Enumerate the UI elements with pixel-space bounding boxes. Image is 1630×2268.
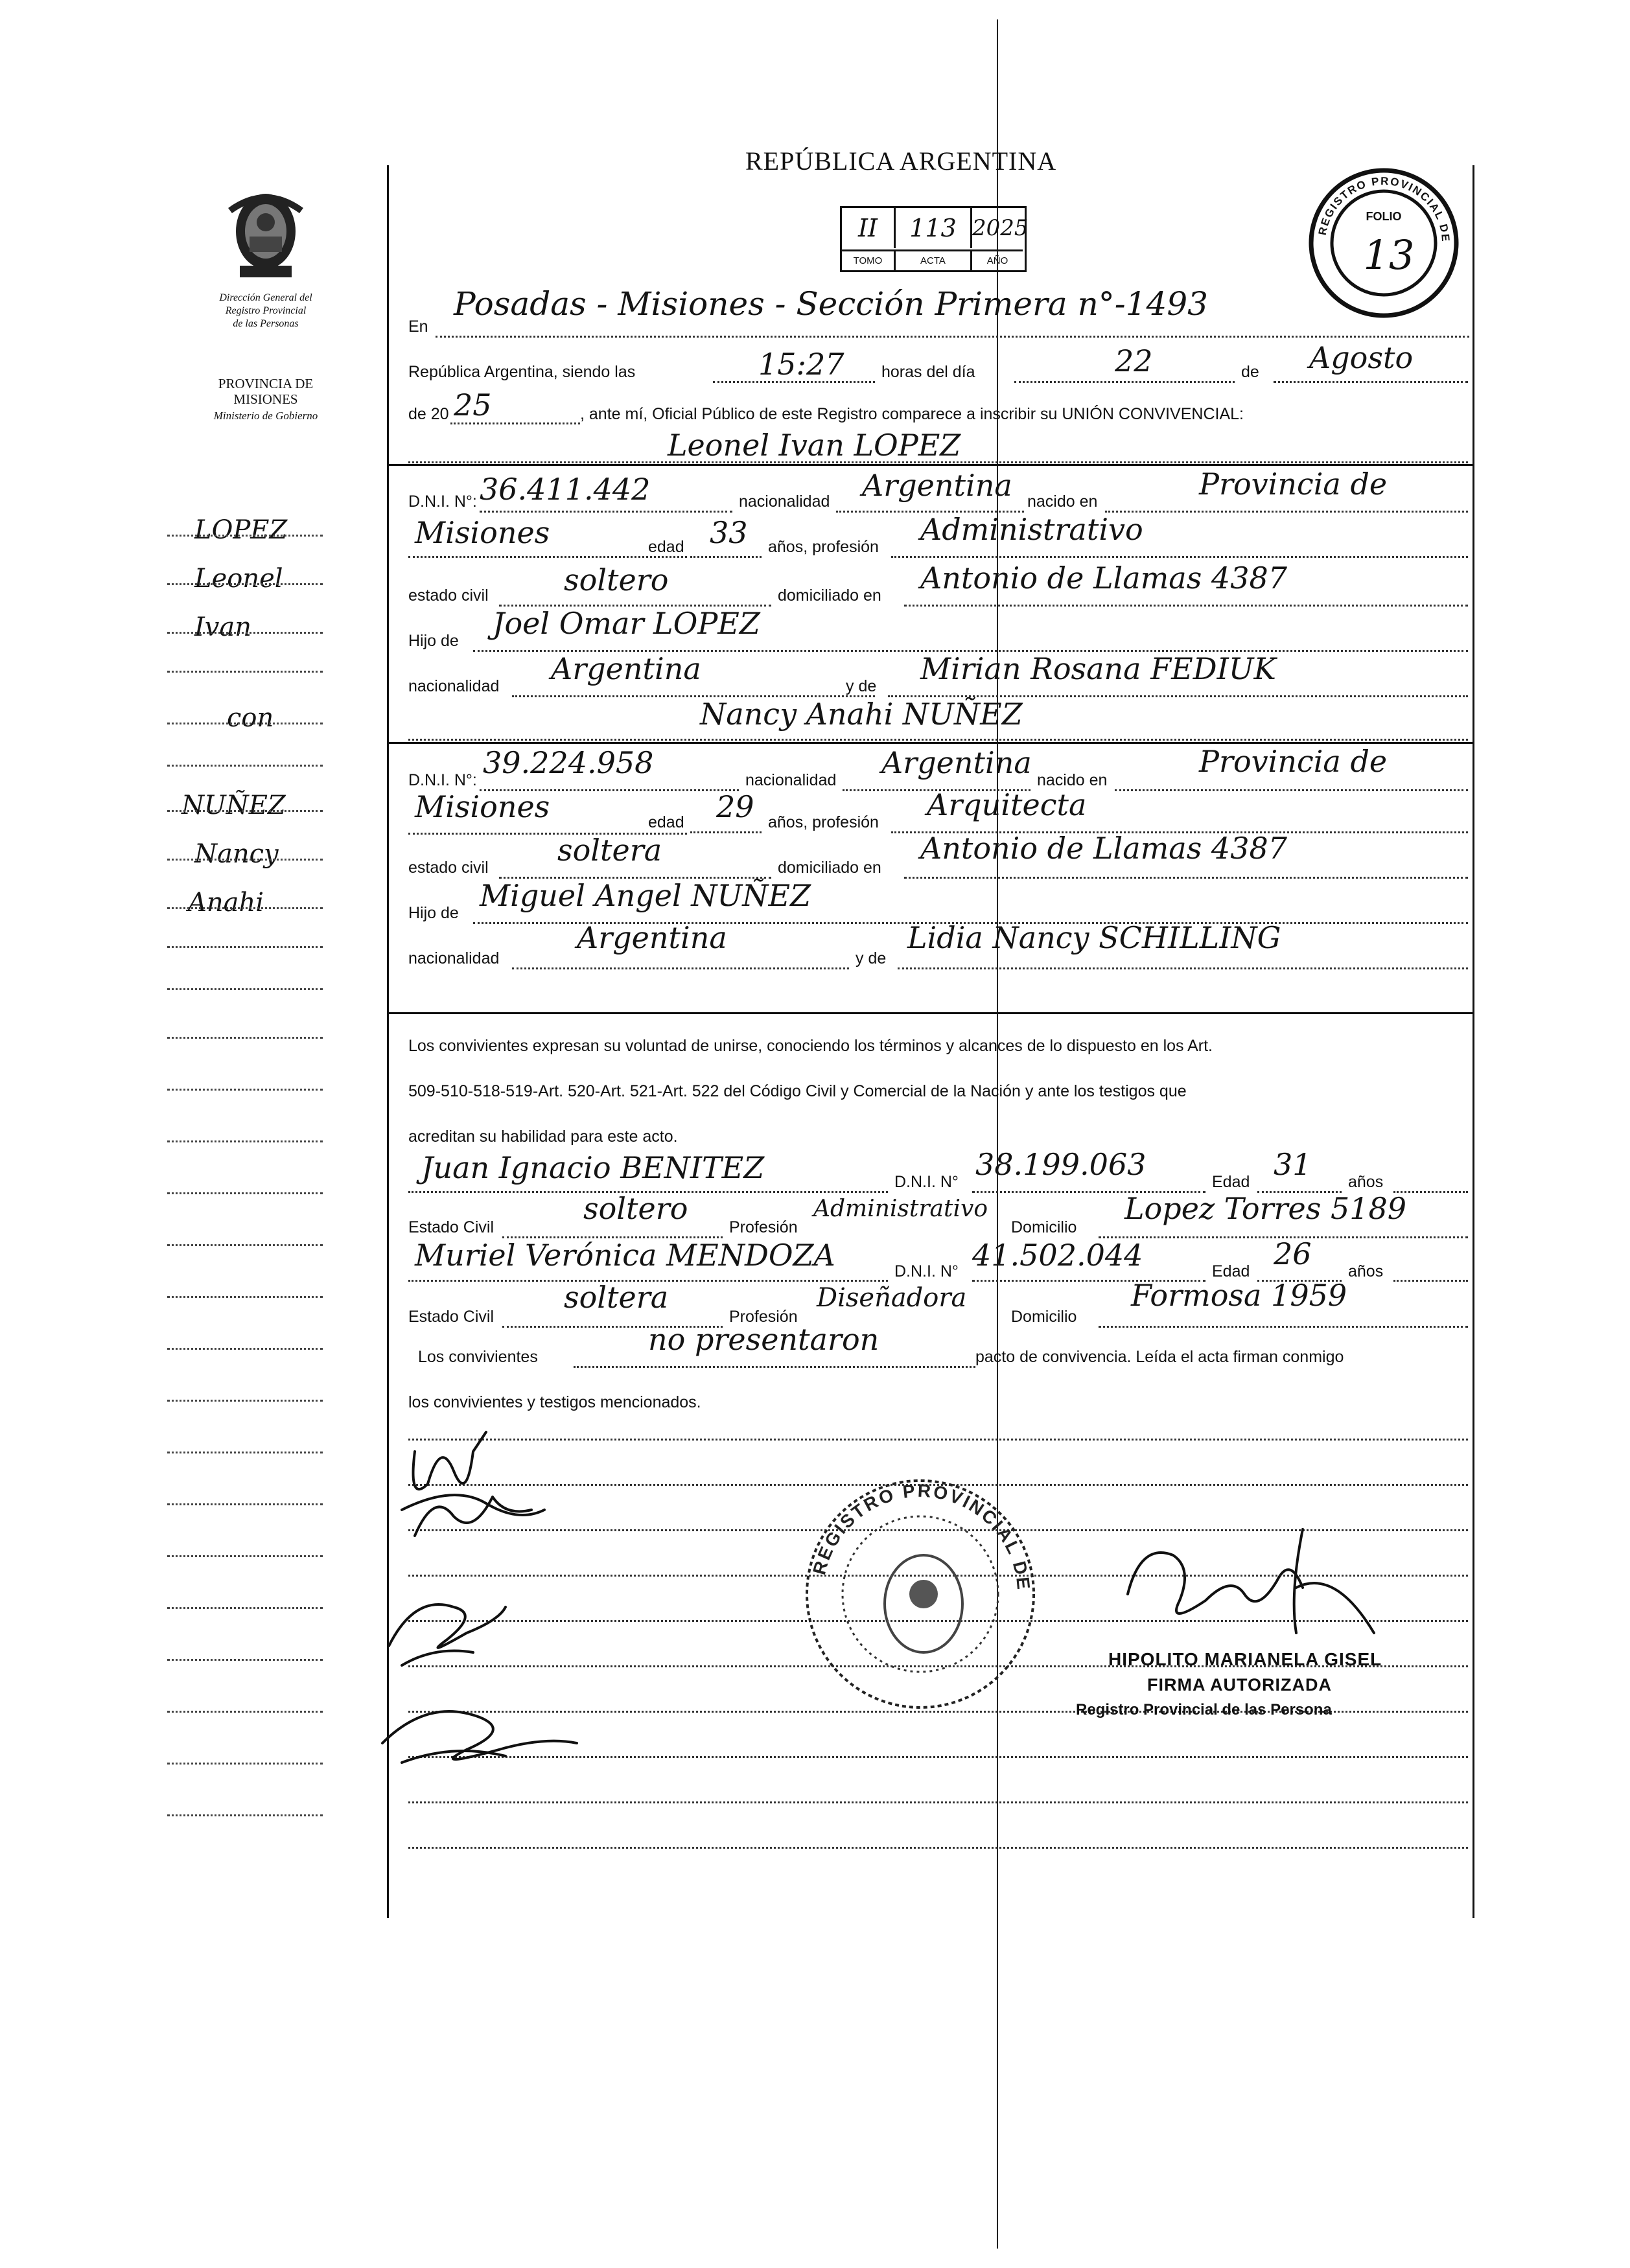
w2-dni: 41.502.044 bbox=[972, 1238, 1143, 1273]
en-label: En bbox=[408, 318, 428, 336]
p1-profesion: Administrativo bbox=[920, 512, 1143, 547]
margin-name-4: Anahi bbox=[188, 888, 264, 918]
p2-civil-label: estado civil bbox=[408, 859, 489, 877]
p2-nacido-label: nacido en bbox=[1037, 771, 1108, 789]
w1-edad-label: Edad bbox=[1212, 1173, 1250, 1191]
margin-rule-line bbox=[167, 723, 323, 724]
p2-nac2-label: nacionalidad bbox=[408, 949, 500, 967]
year-line bbox=[450, 422, 580, 424]
ante-text: , ante mí, Oficial Público de este Registro comparece a inscribir su UNIÓN CONVIVENCIAL: bbox=[580, 405, 1244, 423]
de-label: de bbox=[1241, 363, 1259, 381]
margin-rule-line bbox=[167, 583, 323, 585]
closing-pacto: no presentaron bbox=[648, 1322, 879, 1357]
p2-edad-line bbox=[690, 831, 762, 833]
convivient-signature-2-icon bbox=[376, 1568, 525, 1672]
margin-rule-line bbox=[167, 1296, 323, 1298]
p2-yde-label: y de bbox=[856, 949, 887, 967]
p1-dni: 36.411.442 bbox=[480, 472, 651, 507]
month-line bbox=[1274, 381, 1468, 383]
margin-name-3: Nancy bbox=[194, 839, 279, 869]
declaration-line-2: 509-510-518-519-Art. 520-Art. 521-Art. 522 del Código Civil y Comercial de la Nación y ante los testigos que bbox=[408, 1082, 1187, 1100]
folio-number: 13 bbox=[1363, 231, 1415, 279]
p1-nac-label: nacionalidad bbox=[739, 492, 830, 511]
p2-nacido-line bbox=[1115, 789, 1468, 791]
witness-signature-icon bbox=[376, 1685, 590, 1782]
section-divider-1 bbox=[387, 464, 1474, 466]
p2-prof-label: años, profesión bbox=[768, 813, 879, 831]
w1-edad: 31 bbox=[1274, 1147, 1312, 1182]
convivient-signature-1-icon bbox=[376, 1413, 570, 1542]
w1-name: Juan Ignacio BENITEZ bbox=[421, 1150, 765, 1185]
margin-rule-line bbox=[167, 1659, 323, 1661]
margin-rule-line bbox=[167, 535, 323, 537]
margin-rule-line bbox=[167, 1814, 323, 1816]
year-prefix: de 20 bbox=[408, 405, 449, 423]
margin-rule-line bbox=[167, 988, 323, 990]
official-office: Registro Provincial de las Persona bbox=[1076, 1701, 1332, 1718]
w1-dni-label: D.N.I. N° bbox=[894, 1173, 959, 1191]
p1-pareja: Nancy Anahi NUÑEZ bbox=[700, 697, 1023, 732]
p2-estado-civil: soltera bbox=[557, 833, 662, 868]
fold-line bbox=[997, 19, 998, 2249]
anio-value: 2025 bbox=[972, 215, 1029, 241]
p1-prof-line bbox=[891, 556, 1468, 558]
p1-nacido-en-2: Misiones bbox=[415, 515, 550, 550]
p2-yde-line bbox=[898, 967, 1468, 969]
p2-profesion: Arquitecta bbox=[927, 787, 1087, 822]
horas-label: horas del día bbox=[881, 363, 975, 381]
p1-padre: Joel Omar LOPEZ bbox=[493, 606, 760, 641]
office-line-2: Registro Provincial bbox=[225, 305, 307, 316]
closing-pacto-line bbox=[574, 1366, 975, 1368]
p1-nac2-label: nacionalidad bbox=[408, 677, 500, 695]
w2-anios-label: años bbox=[1348, 1262, 1384, 1280]
margin-rule-line bbox=[167, 1607, 323, 1609]
year-suffix: 25 bbox=[454, 388, 492, 422]
p2-dom-label: domiciliado en bbox=[778, 859, 881, 877]
p1-dom-line bbox=[904, 605, 1468, 607]
p2-nacido-en-1: Provincia de bbox=[1199, 744, 1388, 779]
province-line-1: PROVINCIA DE bbox=[218, 376, 314, 391]
tomo-label: TOMO bbox=[842, 249, 896, 271]
p1-edad-line bbox=[690, 556, 762, 558]
margin-rule-line bbox=[167, 1503, 323, 1505]
margin-rule-line bbox=[167, 1037, 323, 1039]
declaration-line-1: Los convivientes expresan su voluntad de unirse, conociendo los términos y alcances de lo dispuesto en los Art. bbox=[408, 1037, 1213, 1055]
province-block bbox=[156, 376, 376, 424]
p2-dni: 39.224.958 bbox=[483, 745, 654, 780]
w1-prof-label: Profesión bbox=[729, 1218, 798, 1236]
w1-domicilio: Lopez Torres 5189 bbox=[1124, 1191, 1407, 1226]
w1-profesion: Administrativo bbox=[813, 1196, 988, 1222]
province-line-2: MISIONES bbox=[233, 391, 298, 407]
w1-dom-label: Domicilio bbox=[1011, 1218, 1077, 1236]
margin-rule-line bbox=[167, 632, 323, 634]
w2-profesion: Diseñadora bbox=[817, 1283, 967, 1313]
official-title: FIRMA AUTORIZADA bbox=[1147, 1675, 1332, 1695]
time-value: 15:27 bbox=[758, 347, 844, 382]
p1-edad: 33 bbox=[710, 515, 748, 550]
w1-civil-label: Estado Civil bbox=[408, 1218, 494, 1236]
p2-hijo-label: Hijo de bbox=[408, 904, 459, 922]
signature-rule-line bbox=[408, 1801, 1468, 1803]
p1-estado-civil: soltero bbox=[564, 562, 669, 597]
acta-label: ACTA bbox=[896, 249, 972, 271]
w2-edad-label: Edad bbox=[1212, 1262, 1250, 1280]
p2-padre-nacionalidad: Argentina bbox=[577, 920, 727, 955]
p2-dni-label: D.N.I. N°: bbox=[408, 771, 477, 789]
person1-name-heading: Leonel Ivan LOPEZ bbox=[668, 428, 961, 463]
w2-dom-label: Domicilio bbox=[1011, 1308, 1077, 1326]
margin-rule-line bbox=[167, 1555, 323, 1557]
w1-estado-civil: soltero bbox=[583, 1191, 688, 1226]
p1-nacido2-line bbox=[408, 556, 687, 558]
margin-rule-line bbox=[167, 1089, 323, 1091]
p2-domicilio: Antonio de Llamas 4387 bbox=[920, 831, 1287, 866]
margin-rule-line bbox=[167, 1348, 323, 1350]
seal-ring-text: REGISTRO PROVINCIAL DE bbox=[809, 1480, 1034, 1592]
p1-prof-label: años, profesión bbox=[768, 538, 879, 556]
margin-rule-line bbox=[167, 765, 323, 767]
official-signature-icon bbox=[1102, 1503, 1393, 1659]
declaration-line-3: acreditan su habilidad para este acto. bbox=[408, 1128, 678, 1146]
p1-nacido-line bbox=[1105, 511, 1468, 513]
margin-con: con bbox=[227, 703, 274, 733]
margin-rule-line bbox=[167, 859, 323, 861]
signature-rule-line bbox=[408, 1847, 1468, 1849]
office-line-1: Dirección General del bbox=[219, 292, 312, 303]
place-line bbox=[436, 336, 1469, 338]
closing-prefix: Los convivientes bbox=[418, 1348, 538, 1366]
folio-stamp bbox=[1306, 165, 1461, 321]
margin-surname-2: NUÑEZ bbox=[181, 791, 286, 820]
p1-nacionalidad: Argentina bbox=[862, 468, 1012, 503]
tomo-value: II bbox=[842, 208, 896, 248]
p2-madre: Lidia Nancy SCHILLING bbox=[907, 920, 1281, 955]
day-line bbox=[1014, 381, 1235, 383]
p2-dom-line bbox=[904, 877, 1468, 879]
p2-edad-label: edad bbox=[648, 813, 684, 831]
w1-anios-label: años bbox=[1348, 1173, 1384, 1191]
svg-text:REGISTRO PROVINCIAL DE LAS PER bbox=[797, 1471, 1034, 1592]
p1-yde-label: y de bbox=[846, 677, 877, 695]
right-frame-line bbox=[1473, 165, 1474, 1918]
margin-rule-line bbox=[167, 671, 323, 673]
margin-rule-line bbox=[167, 1192, 323, 1194]
p1-nacido-en-1: Provincia de bbox=[1199, 467, 1388, 502]
p2-nacionalidad: Argentina bbox=[881, 745, 1032, 780]
margin-name-2: Ivan bbox=[194, 612, 252, 642]
w2-anios-line bbox=[1393, 1280, 1468, 1282]
margin-rule-line bbox=[167, 946, 323, 948]
w2-dom-line bbox=[1099, 1326, 1468, 1328]
tomo-acta-box bbox=[840, 206, 1027, 272]
registry-seal-ring-icon bbox=[797, 1471, 1043, 1717]
person1-name-line bbox=[408, 461, 1468, 463]
w2-civil-label: Estado Civil bbox=[408, 1308, 494, 1326]
p1-domicilio: Antonio de Llamas 4387 bbox=[920, 561, 1287, 596]
p1-padre-nacionalidad: Argentina bbox=[551, 651, 701, 686]
w2-dni-label: D.N.I. N° bbox=[894, 1262, 959, 1280]
closing-suffix: pacto de convivencia. Leída el acta firman conmigo bbox=[975, 1348, 1344, 1366]
p1-hijo-label: Hijo de bbox=[408, 632, 459, 650]
office-line-3: de las Personas bbox=[233, 318, 299, 329]
registry-seal bbox=[797, 1471, 1043, 1717]
p2-nac2-line bbox=[512, 967, 849, 969]
official-name: HIPOLITO MARIANELA GISEL bbox=[1108, 1649, 1382, 1669]
folio-label: FOLIO bbox=[1366, 210, 1402, 223]
folio-stamp-ring-icon bbox=[1306, 165, 1461, 321]
p1-pareja-line bbox=[408, 739, 1468, 741]
margin-surname-1: LOPEZ bbox=[194, 515, 288, 545]
p2-edad: 29 bbox=[716, 789, 754, 824]
p1-dni-label: D.N.I. N°: bbox=[408, 492, 477, 511]
margin-rule-line bbox=[167, 1400, 323, 1402]
w2-domicilio: Formosa 1959 bbox=[1131, 1278, 1347, 1313]
p1-civil-label: estado civil bbox=[408, 586, 489, 605]
p1-edad-label: edad bbox=[648, 538, 684, 556]
w2-edad: 26 bbox=[1274, 1236, 1312, 1271]
margin-rule-line bbox=[167, 1711, 323, 1713]
margin-rule-line bbox=[167, 907, 323, 909]
margin-rule-line bbox=[167, 1763, 323, 1765]
margin-rule-line bbox=[167, 810, 323, 812]
section-divider-3 bbox=[387, 1012, 1474, 1014]
p1-dom-label: domiciliado en bbox=[778, 586, 881, 605]
w2-name: Muriel Verónica MENDOZA bbox=[415, 1238, 835, 1273]
margin-rule-line bbox=[167, 1140, 323, 1142]
month-value: Agosto bbox=[1309, 340, 1414, 375]
country-title: REPÚBLICA ARGENTINA bbox=[745, 146, 1057, 176]
acta-value: 113 bbox=[896, 208, 972, 248]
p1-madre: Mirian Rosana FEDIUK bbox=[920, 651, 1276, 686]
p1-nacido-label: nacido en bbox=[1027, 492, 1098, 511]
place-value: Posadas - Misiones - Sección Primera n°-1493 bbox=[454, 285, 1208, 323]
p2-nacido-en-2: Misiones bbox=[415, 789, 550, 824]
w2-prof-label: Profesión bbox=[729, 1308, 798, 1326]
margin-name-1: Leonel bbox=[194, 564, 283, 594]
closing-line-2: los convivientes y testigos mencionados. bbox=[408, 1393, 701, 1411]
republic-text: República Argentina, siendo las bbox=[408, 363, 636, 381]
folio-ring-text: REGISTRO PROVINCIAL DE bbox=[1316, 174, 1452, 243]
ministry-name: Ministerio de Gobierno bbox=[213, 410, 318, 422]
p2-padre: Miguel Angel NUÑEZ bbox=[480, 878, 811, 913]
coat-of-arms-icon bbox=[224, 185, 308, 282]
margin-rule-line bbox=[167, 1452, 323, 1453]
anio-label: AÑO bbox=[972, 249, 1023, 271]
registry-office-name bbox=[156, 292, 376, 330]
w1-dni: 38.199.063 bbox=[975, 1147, 1147, 1182]
p2-nac-label: nacionalidad bbox=[745, 771, 837, 789]
margin-rule-line bbox=[167, 1244, 323, 1246]
w2-estado-civil: soltera bbox=[564, 1280, 669, 1315]
p1-dni-line bbox=[480, 511, 732, 513]
day-value: 22 bbox=[1115, 343, 1153, 378]
